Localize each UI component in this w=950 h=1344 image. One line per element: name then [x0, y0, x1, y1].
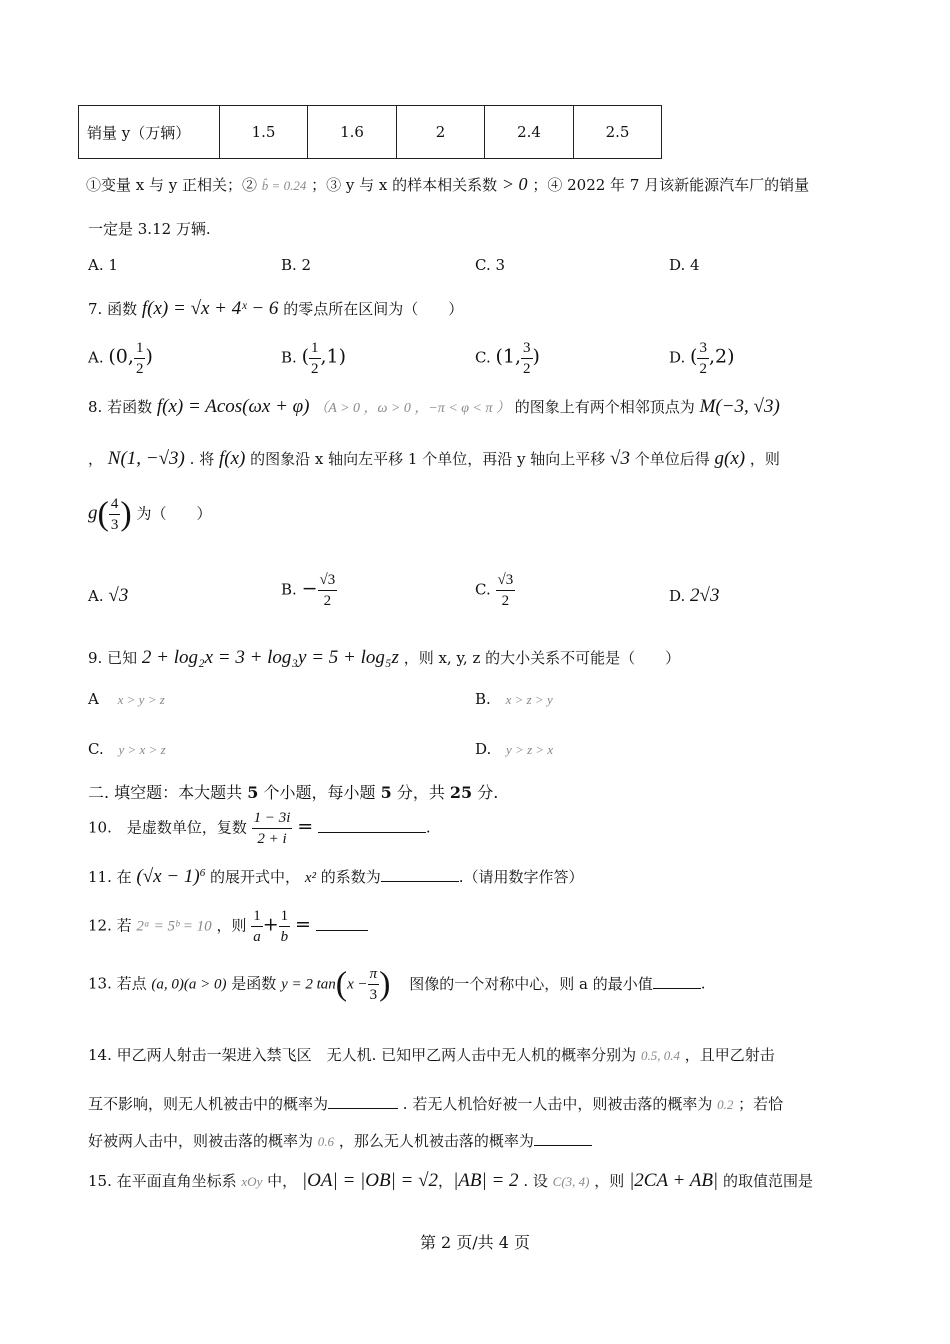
table-cell: 1.5	[220, 106, 308, 159]
table-row-label: 销量 y（万辆）	[79, 106, 220, 159]
sales-table	[78, 105, 662, 159]
table-cell: 1.6	[308, 106, 397, 159]
q8-stem-line1: 8. 若函数 f(x) = Acos(ωx + φ) （A > 0 ，ω > 0 ，−π < φ < π ） 的图象上有两个相邻顶点为 M(−3, √3)	[88, 396, 780, 417]
q12: 12. 若 2ᵃ = 5ᵇ = 10 ，则 $\frac{1}{a}$ + $\frac{1}{b}$ =	[88, 906, 368, 947]
q8-stem-line3: g( $\frac{4}{3}$ ) 为（ ）	[88, 495, 212, 533]
q11-answer-blank[interactable]	[381, 881, 459, 882]
q10: 10. 是虚数单位，复数 $\frac{1 - 3i}{2 + i}$ = .	[88, 810, 431, 847]
table-cell: 2.4	[485, 106, 574, 159]
q14-line2: 互不影响，则无人机被击中的概率为 . 若无人机恰好被一人击中，则被击落的概率为 0.2 ；若恰	[88, 1095, 784, 1113]
q14-line1: 14. 甲乙两人射击一架进入禁飞区 无人机. 已知甲乙两人击中无人机的概率分别为 0.5, 0.4 ，且甲乙射击	[88, 1046, 775, 1064]
q9-option-b: B. x > z > y	[475, 690, 553, 708]
q7-stem: 7. 函数 f(x) = √x + 4ˣ − 6 的零点所在区间为（ ）	[88, 298, 464, 319]
q10-answer-blank[interactable]	[318, 832, 426, 833]
table-row	[79, 106, 662, 159]
q11: 11. 在 $(√x - 1)^6$ 的展开式中， x² 的系数为 .（请用数字作答）	[88, 866, 584, 887]
q6-option-d: D. 4	[669, 256, 700, 274]
q14-answer-blank-1[interactable]	[328, 1108, 398, 1109]
q12-answer-blank[interactable]	[316, 930, 368, 931]
q8-option-b: B. − $\frac{√3}{2}$	[281, 572, 336, 609]
q7-option-c: C. (1, $\frac{3}{2}$ )	[475, 340, 540, 377]
q9-option-a: A x > y > z	[88, 690, 165, 708]
q14-answer-blank-2[interactable]	[534, 1145, 592, 1146]
q9-stem: 9. 已知 2 + log₂x = 3 + log₃y = 5 + log₅z ，则 x, y, z 的大小关系不可能是（ ）	[88, 647, 681, 668]
q9-option-d: D. y > z > x	[475, 740, 554, 758]
q8-option-a: A. √3	[88, 585, 129, 606]
q6-statements: ①变量 x 与 y 正相关；② b̂ = 0.24 ；③ y 与 x 的样本相关系数 > 0 ；④ 2022 年 7 月该新能源汽车厂的销量	[86, 174, 810, 194]
q6-statement-line2: 一定是 3.12 万辆.	[88, 220, 211, 238]
q6-option-b: B. 2	[281, 256, 312, 274]
q15: 15. 在平面直角坐标系 xOy 中， |OA| = |OB| = √2，|AB| = 2 . 设 C(3, 4) ，则 |2CA + AB| 的取值范围是	[88, 1170, 813, 1191]
page-footer: 第 2 页/共 4 页	[419, 1233, 531, 1252]
section-2-heading: 二. 填空题：本大题共 5 个小题，每小题 5 分，共 25 分.	[88, 783, 499, 802]
q7-option-d: D. ( $\frac{3}{2}$ ,2)	[669, 340, 735, 377]
q7-option-b: B. ( $\frac{1}{2}$ ,1)	[281, 340, 347, 377]
q6-option-c: C. 3	[475, 256, 506, 274]
q13: 13. 若点 (a, 0)(a > 0) 是函数 y = 2 tan(x − $\frac{\pi}{3}$ ) 图像的一个对称中心，则 a 的最小值 .	[88, 965, 706, 1003]
q8-option-d: D. 2√3	[669, 585, 720, 606]
q8-stem-line2: ， N(1, −√3) . 将 f(x) 的图象沿 x 轴向左平移 1 个单位，再沿 y 轴向上平移 √3 个单位后得 g(x) ，则	[88, 448, 780, 469]
q8-option-c: C. $\frac{√3}{2}$	[475, 572, 514, 609]
q7-option-a: A. (0, $\frac{1}{2}$ )	[88, 340, 153, 377]
table-cell: 2	[397, 106, 485, 159]
table-cell: 2.5	[574, 106, 662, 159]
q14-line3: 好被两人击中，则被击落的概率为 0.6 ，那么无人机被击落的概率为	[88, 1130, 592, 1151]
q13-answer-blank[interactable]	[653, 988, 701, 989]
q6-option-a: A. 1	[88, 256, 118, 274]
q9-option-c: C. y > x > z	[88, 740, 166, 758]
